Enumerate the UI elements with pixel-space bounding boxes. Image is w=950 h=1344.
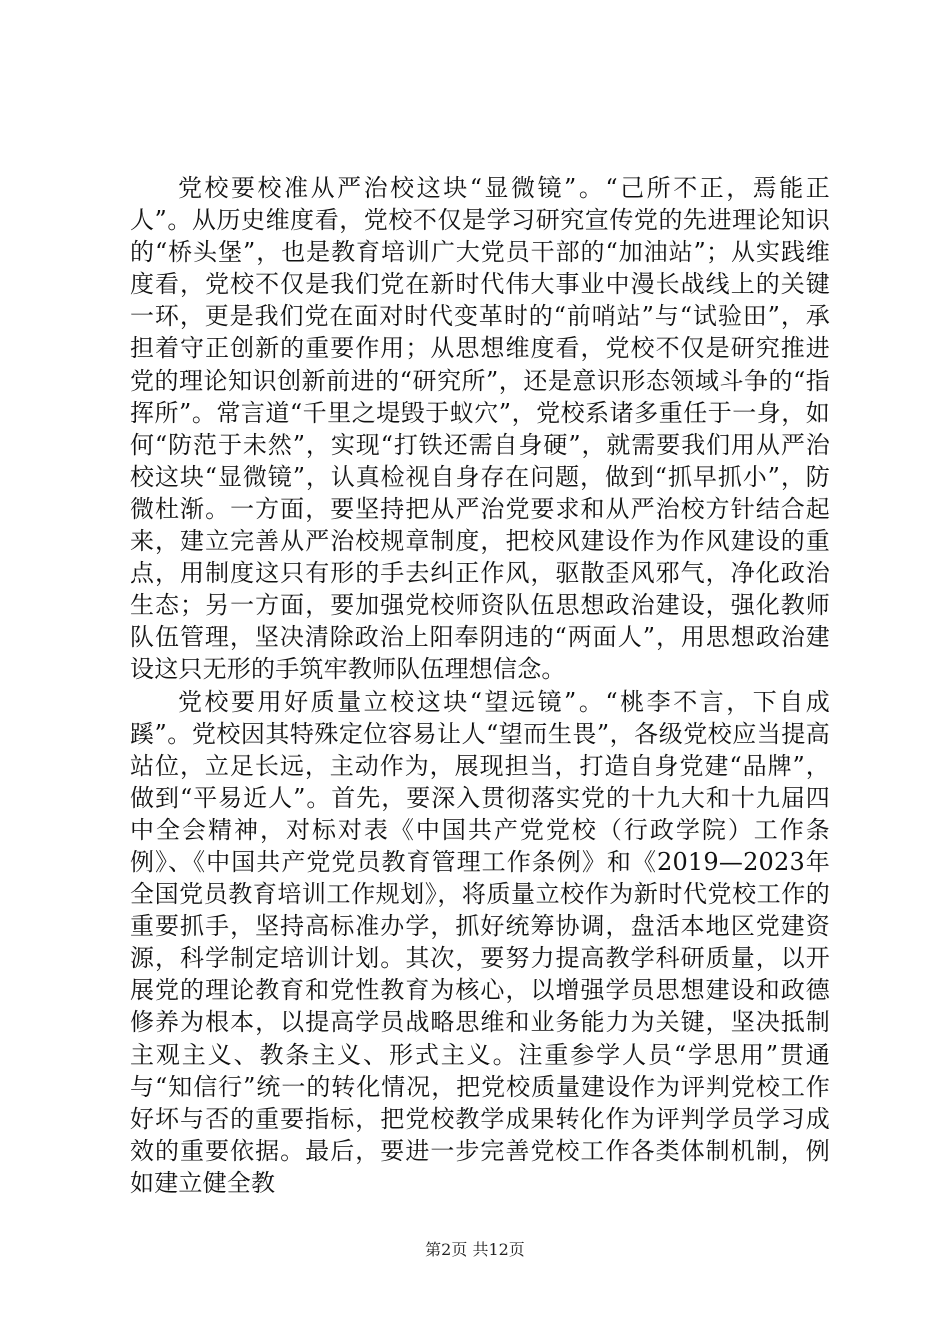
document-body xyxy=(130,172,830,1199)
paragraph-microscope: 党校要校准从严治校这块“显微镜”。“己所不正，焉能正人”。从历史维度看，党校不仅是学习研究宣传党的先进理论知识的“桥头堡”，也是教育培训广大党员干部的“加油站”；从实践维度看，党校不仅是我们党在新时代伟大事业中漫长战线上的关键一环，更是我们党在面对时代变革时的“前哨站”与“试验田”，承担着守正创新的重要作用；从思想维度看，党校不仅是研究推进党的理论知识创新前进的“研究所”，还是意识形态领域斗争的“指挥所”。常言道“千里之堤毁于蚁穴”，党校系诸多重任于一身，如何“防范于未然”，实现“打铁还需自身硬”，就需要我们用从严治校这块“显微镜”，认真检视自身存在问题，做到“抓早抓小”，防微杜渐。一方面，要坚持把从严治党要求和从严治校方针结合起来，建立完善从严治校规章制度，把校风建设作为作风建设的重点，用制度这只有形的手去纠正作风，驱散歪风邪气，净化政治生态；另一方面，要加强党校师资队伍思想政治建设，强化教师队伍管理，坚决清除政治上阳奉阴违的“两面人”，用思想政治建设这只无形的手筑牢教师队伍理想信念。 xyxy=(130,174,830,684)
paragraph-telescope: 党校要用好质量立校这块“望远镜”。“桃李不言，下自成蹊”。党校因其特殊定位容易让人“望而生畏”，各级党校应当提高站位，立足长远，主动作为，展现担当，打造自身党建“品牌”，做到“平易近人”。首先，要深入贯彻落实党的十九大和十九届四中全会精神，对标对表《中国共产党党校（行政学院）工作条例》、《中国共产党党员教育管理工作条例》和《2019—2023年全国党员教育培训工作规划》，将质量立校作为新时代党校工作的重要抓手，坚持高标准办学，抓好统筹协调，盘活本地区党建资源，科学制定培训计划。其次，要努力提高教学科研质量，以开展党的理论教育和党性教育为核心，以增强学员思想建设和政德修养为根本，以提高学员战略思维和业务能力为关键，坚决抵制主观主义、教条主义、形式主义。注重参学人员“学思用”贯通与“知信行”统一的转化情况，把党校质量建设作为评判党校工作好坏与否的重要指标，把党校教学成果转化作为评判学员学习成效的重要依据。最后，要进一步完善党校工作各类体制机制，例如建立健全教 xyxy=(130,687,830,1197)
page-number-footer: 第2页 共12页 xyxy=(425,1240,525,1259)
